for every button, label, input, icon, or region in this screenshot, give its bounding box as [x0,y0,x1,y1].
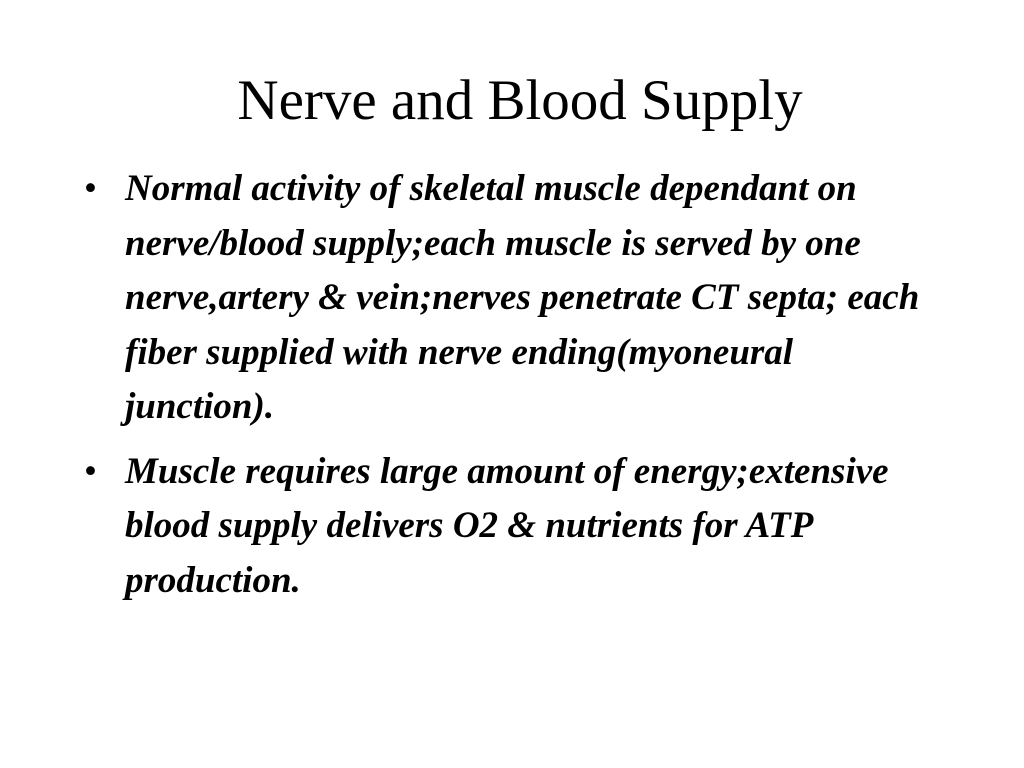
bullet-list [84,162,934,618]
bullet-text: Muscle requires large amount of energy;extensive blood supply delivers O2 & nutrients for ATP production. [125,450,889,601]
bullet-text: Normal activity of skeletal muscle dependant on nerve/blood supply;each muscle is served by one nerve,artery & vein;nerves penetrate CT septa; each fiber supplied with nerve ending(myoneural junction). [125,168,920,427]
bullet-icon: • [84,168,97,209]
bullet-item [84,445,934,609]
slide-title: Nerve and Blood Supply [237,69,803,132]
bullet-icon: • [84,450,97,492]
bullet-item [84,162,934,435]
